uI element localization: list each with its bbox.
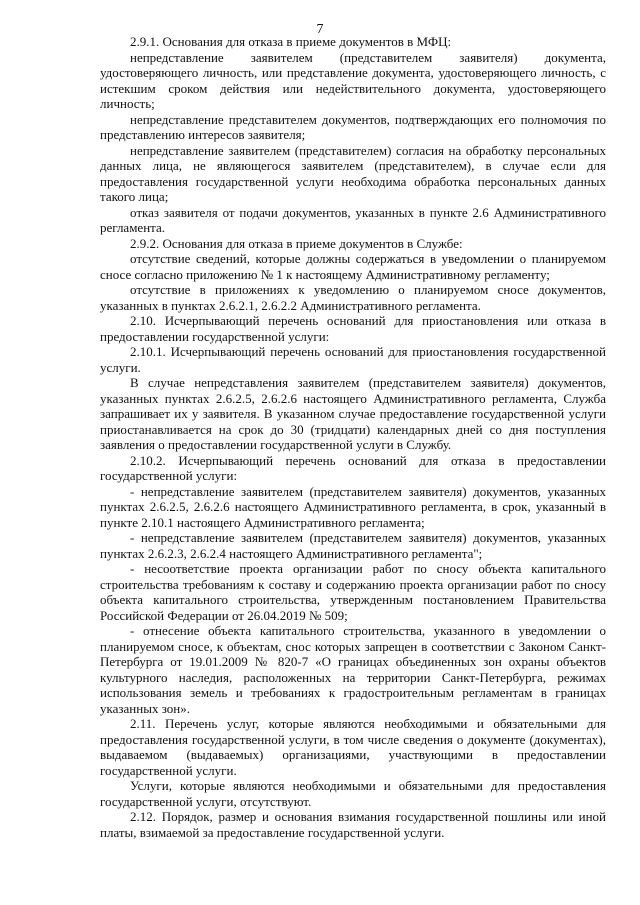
paragraph-identity-document: непредставление заявителем (представителем заявителя) документа, удостоверяющего личность, или представление документа, удостоверяющего личность, с истекшим сроком действия или недействительного документа, удостоверяющего личность; — [100, 49, 606, 111]
paragraph-missing-attachments: отсутствие в приложениях к уведомлению о планируемом сносе документов, указанных в пунктах 2.6.2.1, 2.6.2.2 Административного регламента. — [100, 282, 606, 313]
paragraph-refusal-item-1: - непредставление заявителем (представителем заявителя) документов, указанных пунктах 2.6.2.5, 2.6.2.6 настоящего Административного регламента, в срок, указанный в пункте 2.10.1 настоящего Административного регламента; — [100, 483, 606, 530]
paragraph-2-10: 2.10. Исчерпывающий перечень оснований для приостановления или отказа в предоставлении государственной услуги: — [100, 313, 606, 344]
paragraph-personal-data-consent: непредставление заявителем (представителем) согласия на обработку персональных данных лица, не являющегося заявителем (представителем), в случае если для предоставления государственной услуги необходима обработка персональных данных такого лица; — [100, 142, 606, 204]
paragraph-suspension-case: В случае непредставления заявителем (представителем заявителя) документов, указанных пунктах 2.6.2.5, 2.6.2.6 настоящего Административного регламента, Служба запрашивает их у заявителя. В указанном случае предоставление государственной услуги приостанавливается на срок до 30 (тридцати) календарных дней со дня поступления заявления о предоставлении государственной услуги в Службу. — [100, 375, 606, 452]
paragraph-authority-documents: непредставление представителем документов, подтверждающих его полномочия по представлению интересов заявителя; — [100, 111, 606, 142]
paragraph-refusal-item-2: - непредставление заявителем (представителем заявителя) документов, указанных пунктах 2.6.2.3, 2.6.2.4 настоящего Административного регламента"; — [100, 530, 606, 561]
document-body — [100, 34, 606, 840]
paragraph-2-9-2: 2.9.2. Основания для отказа в приеме документов в Службе: — [130, 235, 463, 251]
paragraph-2-11: 2.11. Перечень услуг, которые являются необходимыми и обязательными для предоставления государственной услуги, в том числе сведения о документе (документах), выдаваемом (выдаваемых) организациями, участвующими в предоставлении государственной услуги. — [100, 716, 606, 778]
paragraph-2-10-2: 2.10.2. Исчерпывающий перечень оснований для отказа в предоставлении государственной услуги: — [100, 452, 606, 483]
paragraph-missing-info: отсутствие сведений, которые должны содержаться в уведомлении о планируемом сносе согласно приложению № 1 к настоящему Административному регламенту; — [100, 251, 606, 282]
paragraph-refusal-item-4: - отнесение объекта капитального строительства, указанного в уведомлении о планируемом сносе, к объектам, снос которых запрещен в соответствии с Законом Санкт-Петербурга от 19.01.2009 № 820-7 «О границах объединенных зон охраны объектов культурного наследия, расположенных на территории Санкт-Петербурга, режимах использования земель и требованиях к градостроительным регламентам в границах указанных зон». — [100, 623, 606, 716]
paragraph-2-10-1: 2.10.1. Исчерпывающий перечень оснований для приостановления государственной услуги. — [100, 344, 606, 375]
paragraph-refusal-to-submit: отказ заявителя от подачи документов, указанных в пункте 2.6 Административного регламента. — [100, 204, 606, 235]
page-number: 7 — [316, 22, 324, 37]
paragraph-refusal-item-3: - несоответствие проекта организации работ по сносу объекта капитального строительства требованиям к составу и содержанию проекта организации работ по сносу объекта капитального строительства, утвержденным постановлением Правительства Российской Федерации от 26.04.2019 № 509; — [100, 561, 606, 623]
paragraph-2-12: 2.12. Порядок, размер и основания взимания государственной пошлины или иной платы, взимаемой за предоставление государственной услуги. — [100, 809, 606, 840]
paragraph-2-9-1: 2.9.1. Основания для отказа в приеме документов в МФЦ: — [130, 34, 452, 49]
paragraph-no-required-services: Услуги, которые являются необходимыми и обязательными для предоставления государственной услуги, отсутствуют. — [100, 778, 606, 809]
